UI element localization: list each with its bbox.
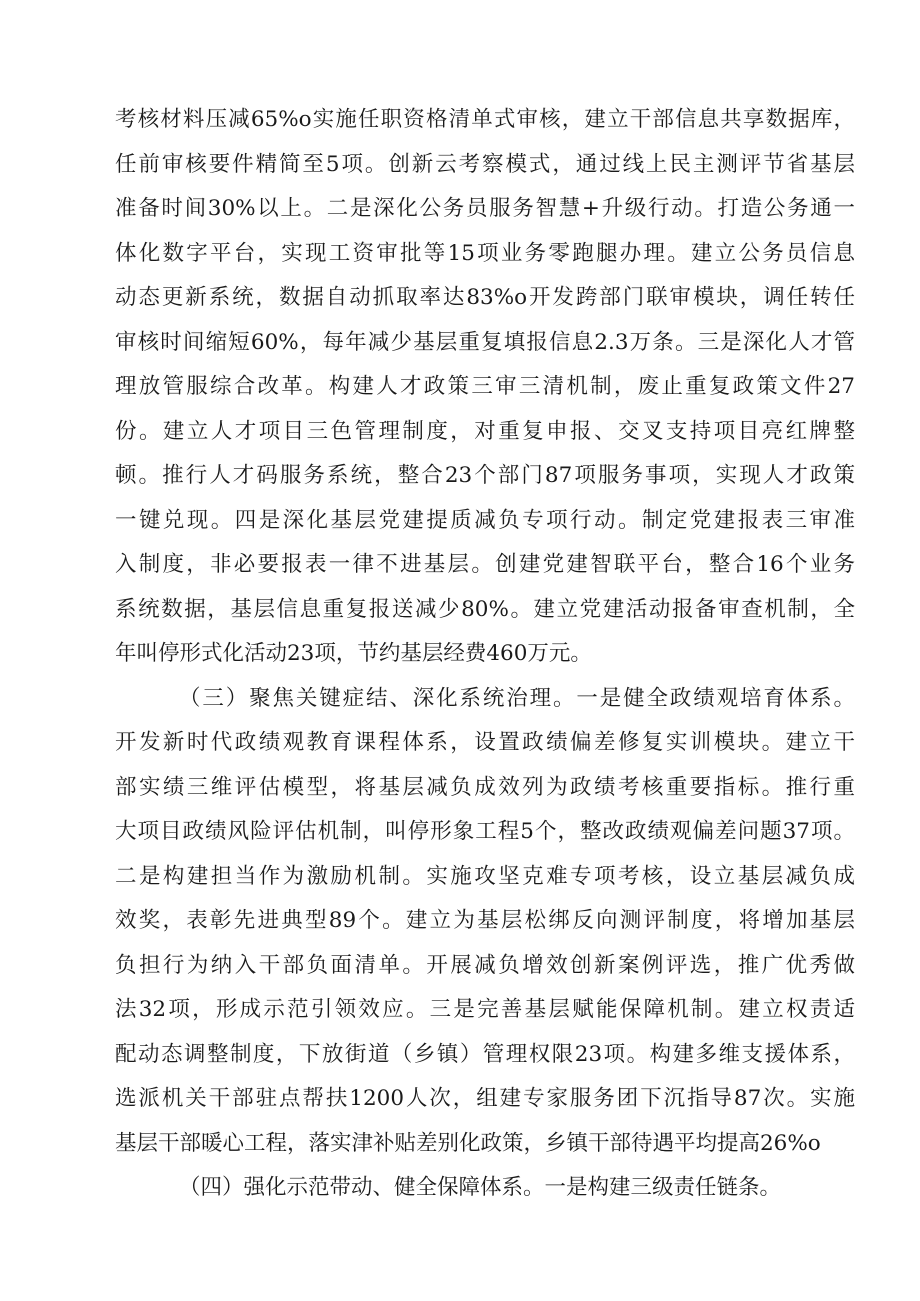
text-line: 开发新时代政绩观教育课程体系，设置政绩偏差修复实训模块。建立干 (115, 730, 855, 755)
section-heading-line: （三）聚焦关键症结、深化系统治理。一是健全政绩观培育体系。 (179, 685, 855, 711)
section-heading-line: （四）强化示范带动、健全保障体系。一是构建三级责任链条。 (179, 1175, 782, 1200)
text-line: 配动态调整制度，下放街道（乡镇）管理权限23项。构建多维支援体系， (115, 1041, 855, 1067)
text-line: 负担行为纳入干部负面清单。开展减负增效创新案例评选，推广优秀做 (115, 952, 855, 978)
paragraph-end-line: 基层干部暖心工程，落实津补贴差别化政策，乡镇干部待遇平均提高26%o (115, 1130, 821, 1156)
text-line: 系统数据，基层信息重复报送减少80%。建立党建活动报备审查机制，全 (115, 596, 855, 622)
text-line: 一键兑现。四是深化基层党建提质减负专项行动。制定党建报表三审准 (115, 507, 855, 533)
text-line: 部实绩三维评估模型，将基层减负成效列为政绩考核重要指标。推行重 (115, 774, 855, 800)
text-line: 选派机关干部驻点帮扶1200人次，组建专家服务团下沉指导87次。实施 (115, 1086, 855, 1111)
text-line: 份。建立人才项目三色管理制度，对重复申报、交叉支持项目亮红牌整 (115, 418, 855, 444)
text-line: 二是构建担当作为激励机制。实施攻坚克难专项考核，设立基层减负成 (115, 863, 855, 889)
body-text (115, 98, 855, 1211)
text-line: 体化数字平台，实现工资审批等15项业务零跑腿办理。建立公务员信息 (115, 240, 855, 266)
text-line: 审核时间缩短60%，每年减少基层重复填报信息2.3万条。三是深化人才管 (115, 329, 855, 355)
text-line: 考核材料压减65%o实施任职资格清单式审核，建立干部信息共享数据库， (115, 107, 855, 132)
text-line: 效奖，表彰先进典型89个。建立为基层松绑反向测评制度，将增加基层 (115, 908, 855, 933)
text-line: 大项目政绩风险评估机制，叫停形象工程5个，整改政绩观偏差问题37项。 (115, 819, 855, 844)
text-line: 准备时间30%以上。二是深化公务员服务智慧+升级行动。打造公务通一 (115, 196, 855, 221)
paragraph-end-line: 年叫停形式化活动23项，节约基层经费460万元。 (115, 641, 592, 666)
text-line: 顿。推行人才码服务系统，整合23个部门87项服务事项，实现人才政策 (115, 463, 855, 488)
text-line: 理放管服综合改革。构建人才政策三审三清机制，废止重复政策文件27 (115, 374, 855, 399)
text-line: 入制度，非必要报表一律不进基层。创建党建智联平台，整合16个业务 (115, 552, 855, 577)
text-line: 任前审核要件精简至5项。创新云考察模式，通过线上民主测评节省基层 (115, 151, 855, 177)
text-line: 动态更新系统，数据自动抓取率达83%o开发跨部门联审模块，调任转任 (115, 285, 855, 310)
text-line: 法32项，形成示范引领效应。三是完善基层赋能保障机制。建立权责适 (115, 997, 855, 1022)
